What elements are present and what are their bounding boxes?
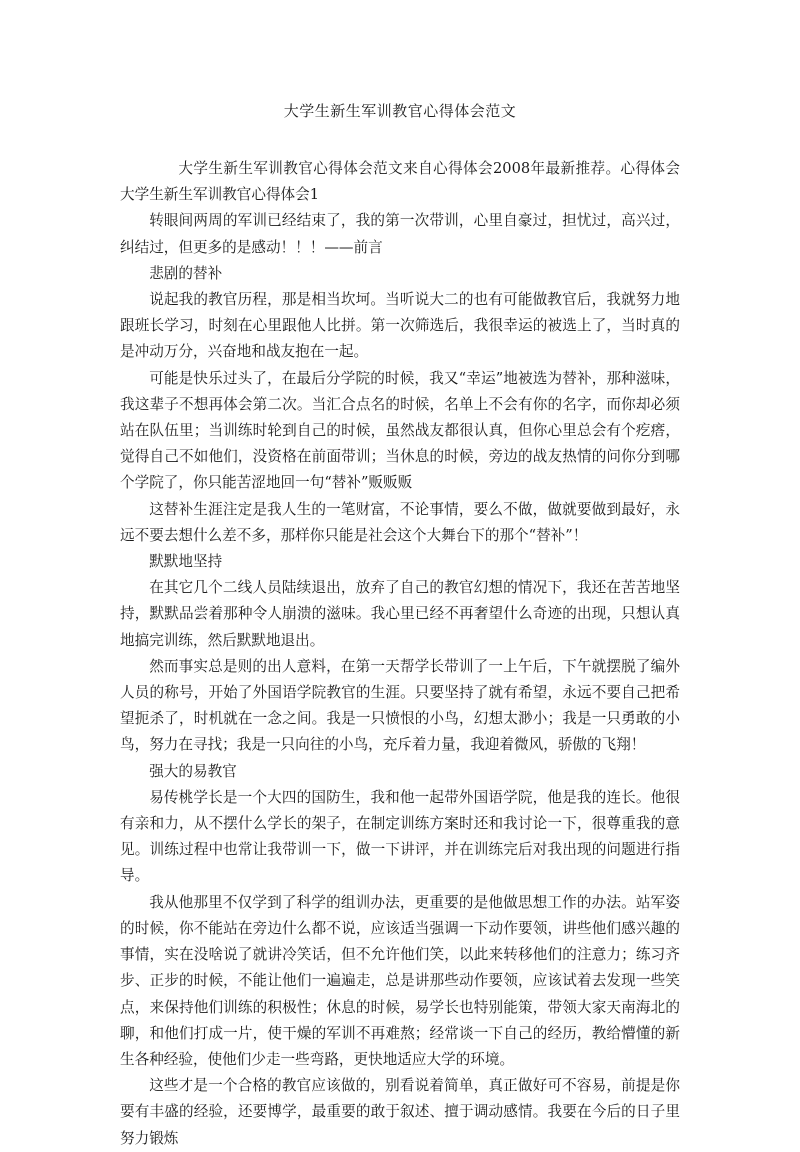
paragraph: 我从他那里不仅学到了科学的组训办法，更重要的是他做思想工作的办法。站军姿的时候，你不能站在旁边什么都不说，应该适当强调一下动作要领，讲些他们感兴趣的事情，实在没啥说了就讲冷笑话，但不允许他们笑，以此来转移他们的注意力；练习齐步、正步的时候，不能让他们一遍遍走，总是讲那些动作要领，应该试着去发现一些笑点，来保持他们训练的积极性；休息的时候，易学长也特别能策，带领大家天南海北的聊，和他们打成一片，使干燥的军训不再难熬；经常谈一下自己的经历，教给懵懂的新生各种经验，使他们少走一些弯路，更快地适应大学的环境。 — [120, 893, 680, 1068]
paragraph: 易传桃学长是一个大四的国防生，我和他一起带外国语学院，他是我的连长。他很有亲和力，从不摆什么学长的架子，在制定训练方案时还和我讨论一下，很尊重我的意见。训练过程中也常让我带训一下，做一下讲评，并在训练完后对我出现的问题进行指导。 — [120, 788, 680, 885]
paragraph: 说起我的教官历程，那是相当坎坷。当听说大二的也有可能做教官后，我就努力地跟班长学习，时刻在心里跟他人比拼。第一次筛选后，我很幸运的被选上了，当时真的是冲动万分，兴奋地和战友抱在一起。 — [120, 291, 680, 361]
section-heading-instructor: 强大的易教官 — [149, 762, 237, 780]
paragraph-preface: 转眼间两周的军训已经结束了，我的第一次带训，心里自豪过，担忧过，高兴过，纠结过，但更多的是感动！！！——前言 — [120, 212, 680, 256]
section-heading-persistence: 默默地坚持 — [149, 553, 223, 571]
document-body — [120, 156, 680, 1152]
intro-paragraph: 大学生新生军训教官心得体会范文来自心得体会2008年最新推荐。心得体会大学生新生军训教官心得体会1 — [120, 160, 680, 204]
paragraph: 这替补生涯注定是我人生的一笔财富，不论事情，要么不做，做就要做到最好，永远不要去想什么差不多，那样你只能是社会这个大舞台下的那个“替补”！ — [120, 500, 680, 544]
section-heading-substitute: 悲剧的替补 — [149, 264, 223, 282]
paragraph: 在其它几个二线人员陆续退出，放弃了自己的教官幻想的情况下，我还在苦苦地坚持，默默品尝着那种令人崩溃的滋味。我心里已经不再奢望什么奇迹的出现，只想认真地搞完训练，然后默默地退出。 — [120, 579, 680, 649]
paragraph: 然而事实总是则的出人意料，在第一天帮学长带训了一上午后，下午就摆脱了编外人员的称号，开始了外国语学院教官的生涯。只要坚持了就有希望，永远不要自己把希望扼杀了，时机就在一念之间。我是一只愤恨的小鸟，幻想太渺小；我是一只勇敢的小鸟，努力在寻找；我是一只向往的小鸟，充斥着力量，我迎着微风，骄傲的飞翔！ — [120, 657, 680, 754]
paragraph: 可能是快乐过头了，在最后分学院的时候，我又“幸运”地被选为替补，那种滋味，我这辈子不想再体会第二次。当汇合点名的时候，名单上不会有你的名字，而你却必须站在队伍里；当训练时轮到自己的时候，虽然战友都很认真，但你心里总会有个疙瘩，觉得自己不如他们，没资格在前面带训；当休息的时候，旁边的战友热情的问你分到哪个学院了，你只能苦涩地回一句“替补”贩贩贩 — [120, 369, 680, 492]
paragraph: 这些才是一个合格的教官应该做的，别看说着简单，真正做好可不容易，前提是你要有丰盛的经验，还要博学，最重要的敢于叙述、擅于调动感情。我要在今后的日子里努力锻炼 — [120, 1077, 680, 1147]
document-title: 大学生新生军训教官心得体会范文 — [283, 102, 517, 120]
